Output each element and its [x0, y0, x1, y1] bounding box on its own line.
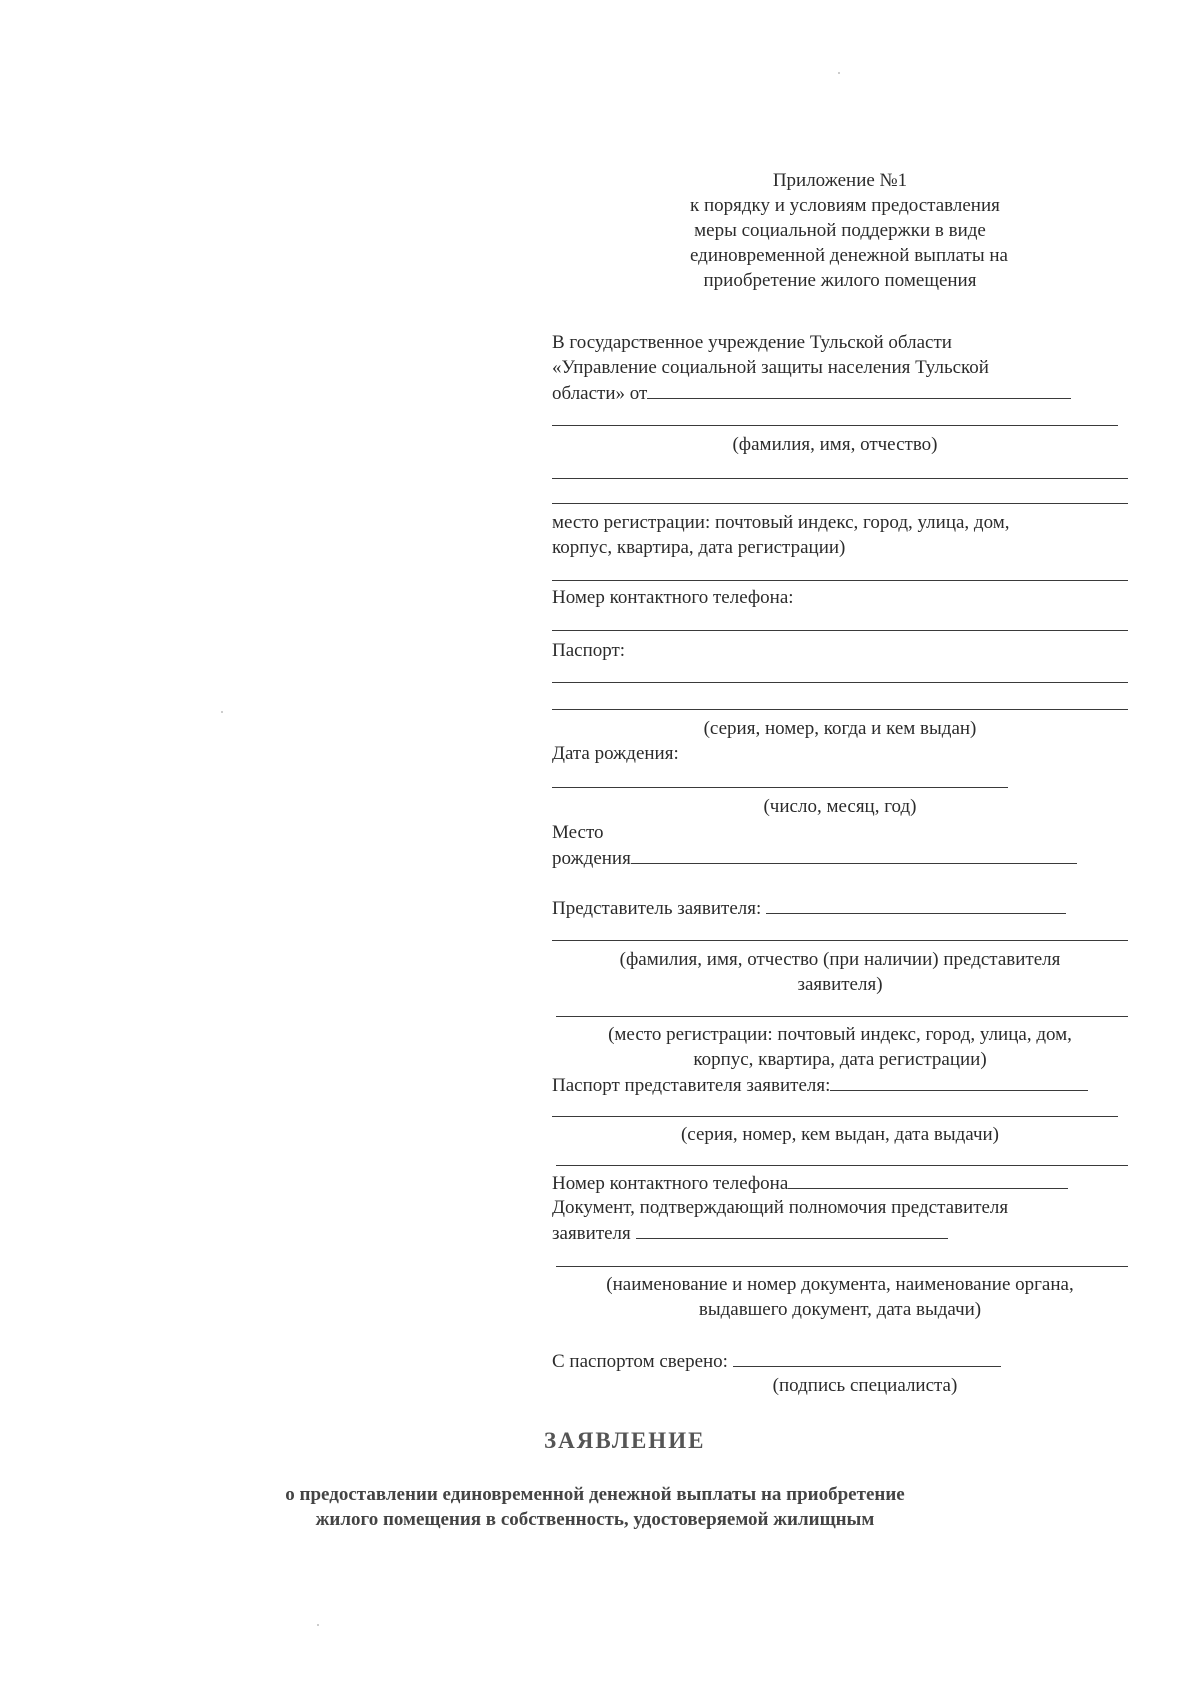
representative-registration-line[interactable] [556, 1016, 1128, 1017]
header-line-1: Приложение №1 [772, 170, 908, 191]
applicant-registration-caption-1: место регистрации: почтовый индекс, город, улица, дом, [552, 512, 1010, 533]
representative-passport-row [552, 1072, 1088, 1098]
addressee-line-2: «Управление социальной защиты населения Тульской [552, 357, 989, 378]
header-line-4: единовременной денежной выплаты на [690, 245, 1008, 266]
applicant-birth-place-field[interactable] [631, 845, 1077, 864]
applicant-passport-line-2[interactable] [552, 709, 1128, 710]
representative-passport-extra-line[interactable] [556, 1165, 1128, 1166]
header-line-5: приобретение жилого помещения [703, 270, 977, 291]
applicant-from-field[interactable] [647, 380, 1071, 399]
applicant-extra-line[interactable] [552, 580, 1128, 581]
scan-speck [838, 72, 840, 74]
header-line-3: меры социальной поддержки в виде [694, 220, 986, 241]
representative-passport-field[interactable] [830, 1072, 1088, 1091]
applicant-birth-place-label-1: Место [552, 822, 604, 843]
applicant-registration-line-2[interactable] [552, 503, 1128, 504]
representative-row [552, 895, 1066, 921]
representative-fio-line[interactable] [552, 940, 1128, 941]
scan-speck [221, 711, 223, 713]
statement-subtitle-2: жилого помещения в собственность, удостоверяемой жилищным [315, 1509, 875, 1530]
addressee-line-3 [552, 380, 1071, 406]
representative-authority-caption-1: (наименование и номер документа, наименование органа, [606, 1274, 1074, 1295]
applicant-birth-place-row [552, 845, 1077, 871]
representative-authority-label-1: Документ, подтверждающий полномочия представителя [552, 1197, 1009, 1218]
applicant-birth-date-label: Дата рождения: [552, 743, 679, 764]
applicant-passport-label: Паспорт: [552, 640, 626, 661]
representative-authority-row [552, 1220, 948, 1246]
statement-subtitle-1: о предоставлении единовременной денежной выплаты на приобретение [285, 1484, 905, 1505]
addressee-line-1: В государственное учреждение Тульской области [552, 332, 952, 353]
specialist-signature-field[interactable] [733, 1348, 1001, 1367]
representative-fio-caption-1: (фамилия, имя, отчество (при наличии) представителя [619, 949, 1061, 970]
applicant-passport-line-1[interactable] [552, 682, 1128, 683]
applicant-phone-line[interactable] [552, 630, 1128, 631]
applicant-registration-line-1[interactable] [552, 478, 1128, 479]
representative-field[interactable] [766, 895, 1066, 914]
representative-authority-field[interactable] [636, 1220, 948, 1239]
representative-passport-label: Паспорт представителя заявителя: [552, 1075, 831, 1096]
representative-registration-caption-1: (место регистрации: почтовый индекс, город, улица, дом, [608, 1024, 1072, 1045]
verification-label: С паспортом сверено: [552, 1351, 728, 1372]
verification-caption: (подпись специалиста) [772, 1375, 958, 1396]
scan-speck [317, 1624, 319, 1626]
representative-fio-caption-2: заявителя) [797, 974, 883, 995]
representative-registration-caption-2: корпус, квартира, дата регистрации) [693, 1049, 987, 1070]
applicant-fio-line[interactable] [552, 425, 1118, 426]
representative-authority-line[interactable] [556, 1266, 1128, 1267]
applicant-passport-caption: (серия, номер, когда и кем выдан) [703, 718, 977, 739]
applicant-birth-date-line[interactable] [552, 787, 1008, 788]
header-line-2: к порядку и условиям предоставления [690, 195, 1000, 216]
applicant-phone-label: Номер контактного телефона: [552, 587, 794, 608]
representative-passport-caption: (серия, номер, кем выдан, дата выдачи) [680, 1124, 1000, 1145]
representative-passport-line[interactable] [552, 1116, 1118, 1117]
applicant-birth-place-label-2: рождения [552, 848, 631, 869]
applicant-fio-caption: (фамилия, имя, отчество) [732, 434, 938, 455]
addressee-from-label: области» от [552, 383, 648, 404]
representative-authority-caption-2: выдавшего документ, дата выдачи) [698, 1299, 982, 1320]
representative-phone-field[interactable] [788, 1170, 1068, 1189]
representative-authority-label-2: заявителя [552, 1223, 631, 1244]
applicant-registration-caption-2: корпус, квартира, дата регистрации) [552, 537, 846, 558]
representative-label: Представитель заявителя: [552, 898, 762, 919]
verification-row [552, 1348, 1001, 1374]
representative-phone-row [552, 1170, 1068, 1196]
representative-phone-label: Номер контактного телефона [552, 1173, 789, 1194]
statement-title: ЗАЯВЛЕНИЕ [544, 1428, 706, 1453]
applicant-birth-date-caption: (число, месяц, год) [763, 796, 917, 817]
